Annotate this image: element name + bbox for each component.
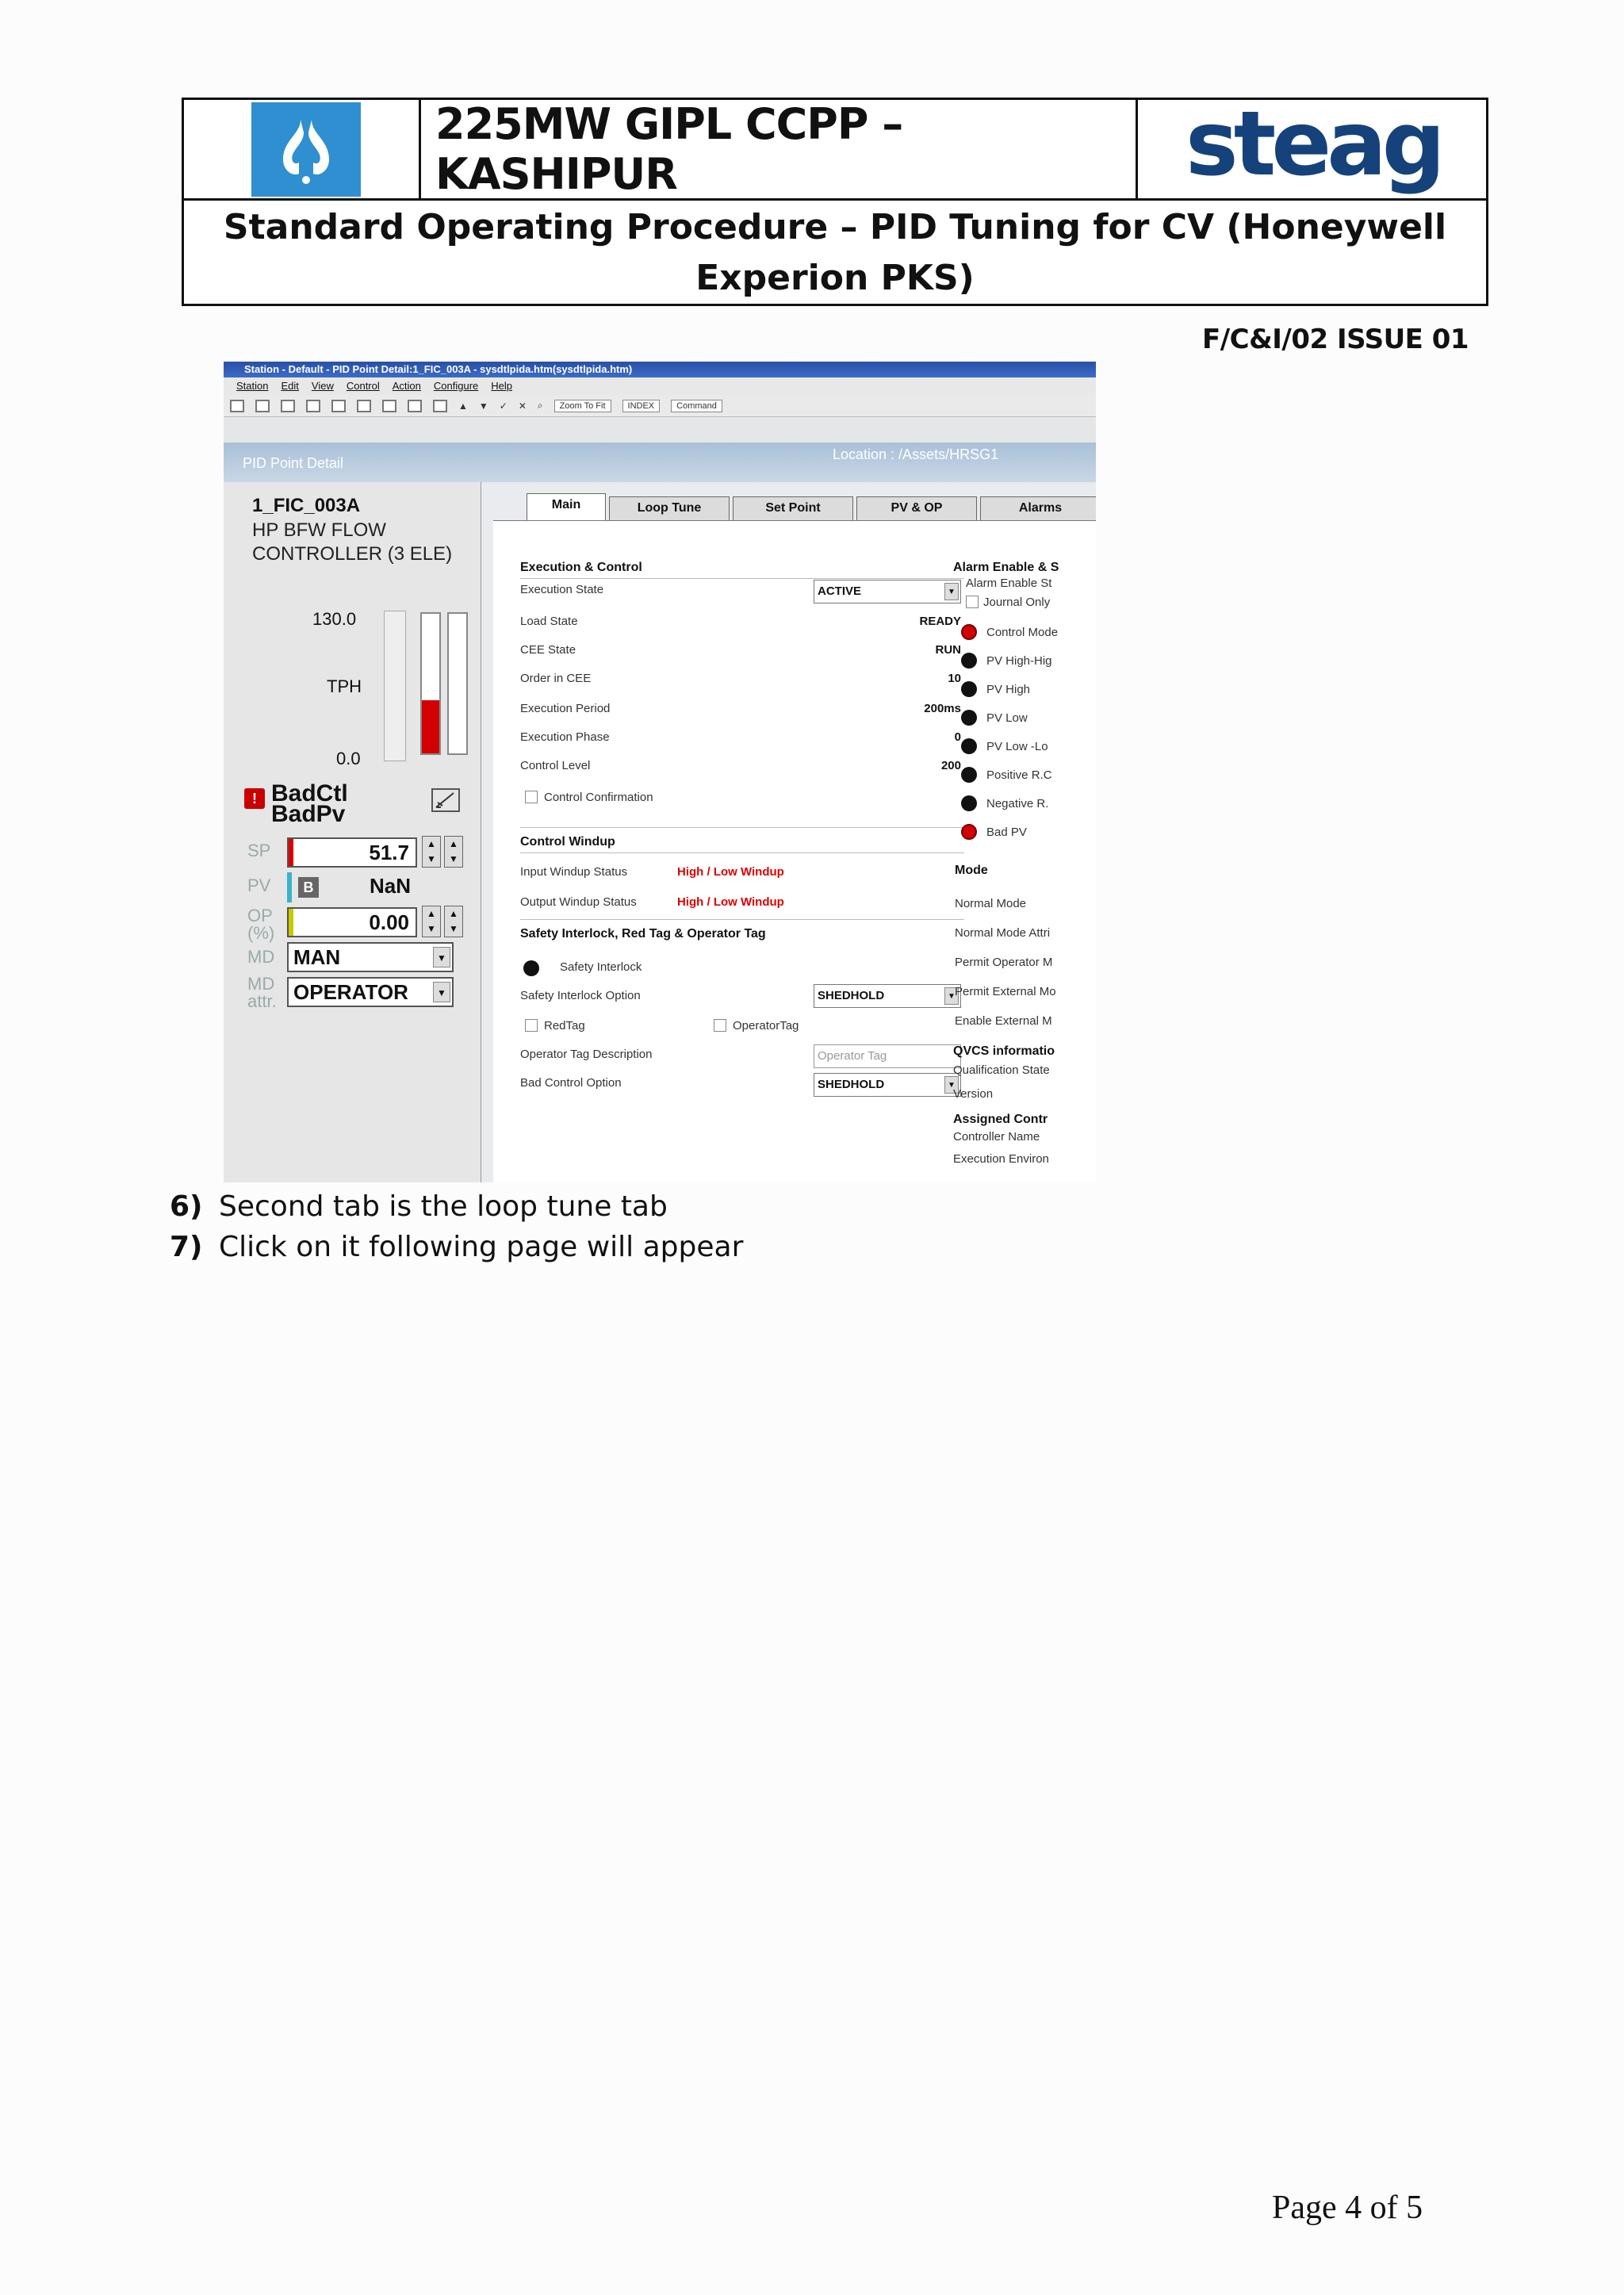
panel-title: PID Point Detail bbox=[243, 455, 344, 471]
journal-only-checkbox[interactable] bbox=[966, 596, 979, 608]
menu-configure[interactable]: Configure bbox=[433, 380, 479, 392]
execution-state-select[interactable] bbox=[814, 580, 961, 603]
menu-bar bbox=[224, 377, 1096, 395]
operator-tag-description-input[interactable]: Operator Tag bbox=[814, 1044, 961, 1068]
sp-indicator-bar bbox=[384, 611, 406, 761]
alarm-label: Bad PV bbox=[986, 826, 1027, 839]
alarm-indicator bbox=[961, 738, 977, 754]
alarm-icon: ! bbox=[244, 788, 265, 809]
alarm-indicator bbox=[961, 624, 977, 640]
bad-control-option-value: SHEDHOLD bbox=[818, 1078, 885, 1091]
document-header bbox=[182, 93, 1488, 306]
control-level-label: Control Level bbox=[520, 759, 591, 772]
tab-set-point[interactable]: Set Point bbox=[733, 496, 853, 520]
md-attr-label-1: MD bbox=[247, 974, 275, 994]
sp-color-strip bbox=[289, 839, 293, 866]
step-text: Second tab is the loop tune tab bbox=[219, 1190, 668, 1223]
acknowledge-icon[interactable] bbox=[431, 788, 460, 812]
chevron-down-icon[interactable]: ▼ bbox=[944, 1076, 959, 1094]
safety-option-label: Safety Interlock Option bbox=[520, 989, 641, 1002]
menu-control[interactable]: Control bbox=[346, 380, 380, 392]
alarm-label: PV Low bbox=[986, 711, 1028, 725]
gipl-logo bbox=[251, 102, 361, 197]
sp-value: 51.7 bbox=[369, 841, 409, 864]
md-attr-label-2: attr. bbox=[247, 991, 277, 1011]
chevron-down-icon[interactable]: ▼ bbox=[944, 987, 959, 1005]
order-in-cee-label: Order in CEE bbox=[520, 672, 592, 685]
execution-environment-label: Execution Environ bbox=[953, 1152, 1049, 1166]
page-icon[interactable] bbox=[331, 400, 346, 412]
op-field[interactable] bbox=[287, 907, 417, 937]
alarm-indicator bbox=[961, 795, 977, 811]
pid-point-detail-screenshot bbox=[224, 362, 1096, 1182]
mode-item-label: Permit Operator M bbox=[955, 956, 1053, 969]
chevron-down-icon[interactable]: ▼ bbox=[433, 982, 450, 1002]
operator-tag-label: OperatorTag bbox=[733, 1019, 799, 1033]
sop-title: Standard Operating Procedure – PID Tuning for CV (Honeywell Experion PKS) bbox=[223, 207, 1447, 298]
alarm-label: Positive R.C bbox=[986, 768, 1052, 782]
mode-value: MAN bbox=[293, 945, 341, 969]
report-icon[interactable] bbox=[433, 400, 447, 412]
op-fast-icon[interactable]: ▲ ▼ bbox=[444, 906, 463, 937]
pv-color-strip bbox=[287, 872, 292, 902]
command-field[interactable]: Command bbox=[671, 400, 722, 412]
redtag-label: RedTag bbox=[544, 1019, 585, 1033]
operator-tag-description-label: Operator Tag Description bbox=[520, 1048, 653, 1061]
execution-state-value: ACTIVE bbox=[818, 584, 862, 598]
scale-low: 0.0 bbox=[336, 749, 361, 768]
alarm-enable-subheading: Alarm Enable St bbox=[966, 577, 1052, 590]
sp-label: SP bbox=[247, 841, 271, 860]
alarm-indicator bbox=[961, 681, 977, 697]
faceplate bbox=[224, 482, 481, 1182]
mode-attribute-select[interactable] bbox=[287, 977, 454, 1007]
location-label: Location : /Assets/HRSG1 bbox=[833, 446, 999, 462]
window-titlebar: Station - Default - PID Point Detail:1_FIC_003A - sysdtlpida.htm(sysdtlpida.htm) bbox=[224, 362, 1096, 377]
menu-station[interactable]: Station bbox=[236, 380, 269, 392]
op-up-icon[interactable]: ▲ ▼ bbox=[422, 906, 441, 937]
execution-phase-label: Execution Phase bbox=[520, 730, 610, 744]
qualification-state-label: Qualification State bbox=[953, 1063, 1050, 1077]
redtag-checkbox[interactable] bbox=[525, 1019, 538, 1032]
cee-state-label: CEE State bbox=[520, 643, 576, 657]
execution-state-label: Execution State bbox=[520, 583, 604, 596]
sp-spinner[interactable] bbox=[422, 836, 466, 868]
mode-item-label: Enable External M bbox=[955, 1014, 1052, 1028]
control-confirmation-label: Control Confirmation bbox=[544, 791, 653, 804]
group-icon[interactable] bbox=[382, 400, 396, 412]
op-color-strip bbox=[289, 909, 293, 936]
cancel-icon[interactable]: ✕ bbox=[518, 400, 527, 412]
raise-icon[interactable]: ▲ bbox=[458, 400, 468, 412]
alarm-enable-heading: Alarm Enable & S bbox=[953, 561, 1059, 574]
search-icon[interactable]: ⌕ bbox=[537, 400, 543, 411]
menu-help[interactable]: Help bbox=[491, 380, 513, 392]
zoom-select[interactable]: Zoom To Fit bbox=[554, 400, 611, 412]
pv-bad-badge: B bbox=[298, 877, 319, 898]
output-windup-label: Output Windup Status bbox=[520, 895, 637, 909]
mode-item-label: Normal Mode bbox=[955, 897, 1027, 910]
gipl-emblem-icon bbox=[251, 102, 361, 197]
alarm-label: PV High bbox=[986, 683, 1031, 696]
alarm-indicator bbox=[961, 824, 977, 840]
journal-only-label: Journal Only bbox=[983, 596, 1051, 609]
mode-select[interactable] bbox=[287, 942, 454, 972]
load-state-value: READY bbox=[919, 615, 961, 628]
tab-loop-tune[interactable]: Loop Tune bbox=[609, 496, 730, 520]
assigned-controller-heading: Assigned Contr bbox=[953, 1113, 1048, 1126]
mode-heading: Mode bbox=[955, 864, 988, 877]
order-in-cee-value: 10 bbox=[948, 672, 961, 685]
menu-action[interactable]: Action bbox=[392, 380, 421, 392]
lower-icon[interactable]: ▼ bbox=[478, 400, 488, 412]
pv-value: NaN bbox=[369, 874, 411, 898]
divider bbox=[520, 852, 964, 853]
tab-pv-op[interactable]: PV & OP bbox=[856, 496, 977, 520]
logo-cell bbox=[184, 100, 421, 198]
alarm-indicator bbox=[961, 653, 977, 669]
execution-period-value: 200ms bbox=[924, 702, 961, 715]
document-reference: F/C&I/02 ISSUE 01 bbox=[1202, 324, 1469, 355]
pen-icon bbox=[433, 790, 458, 810]
tab-alarms[interactable]: Alarms bbox=[980, 496, 1096, 520]
qvcs-heading: QVCS informatio bbox=[953, 1044, 1055, 1058]
alarm-indicator bbox=[961, 710, 977, 726]
md-label: MD bbox=[247, 947, 275, 967]
menu-view[interactable]: View bbox=[311, 380, 334, 392]
pv-label: PV bbox=[247, 875, 271, 895]
header-top-row bbox=[184, 93, 1486, 201]
op-label-text: OP bbox=[247, 906, 273, 925]
op-spinner[interactable] bbox=[422, 906, 466, 937]
mode-item-label: Normal Mode Attri bbox=[955, 926, 1051, 940]
bad-control-option-label: Bad Control Option bbox=[520, 1076, 622, 1090]
safety-interlock-label: Safety Interlock bbox=[560, 960, 642, 974]
input-windup-label: Input Windup Status bbox=[520, 865, 628, 879]
control-confirmation-checkbox[interactable] bbox=[525, 791, 538, 803]
alarm-label: Negative R. bbox=[986, 797, 1049, 810]
alarm-status bbox=[271, 780, 348, 827]
tab-main[interactable]: Main bbox=[527, 493, 606, 520]
point-description: HP BFW FLOW CONTROLLER (3 ELE) bbox=[252, 519, 453, 565]
alarm-badpv: BadPv bbox=[271, 801, 346, 827]
safety-heading: Safety Interlock, Red Tag & Operator Tag bbox=[520, 927, 766, 941]
index-button[interactable]: INDEX bbox=[622, 400, 661, 412]
trend-icon[interactable] bbox=[357, 400, 371, 412]
control-level-value: 200 bbox=[940, 759, 961, 772]
bad-control-option-select[interactable] bbox=[814, 1073, 961, 1097]
execution-period-label: Execution Period bbox=[520, 702, 611, 715]
op-label bbox=[247, 907, 274, 942]
event-icon[interactable] bbox=[281, 400, 295, 412]
chevron-down-icon[interactable]: ▼ bbox=[944, 583, 959, 600]
print-icon[interactable] bbox=[408, 400, 422, 412]
step-number: 7) bbox=[170, 1231, 203, 1263]
alert-icon[interactable] bbox=[255, 400, 270, 412]
operator-tag-checkbox[interactable] bbox=[714, 1019, 726, 1032]
safety-interlock-indicator bbox=[523, 960, 539, 976]
cee-state-value: RUN bbox=[935, 643, 961, 657]
safety-option-value: SHEDHOLD bbox=[818, 989, 885, 1002]
chevron-down-icon[interactable]: ▼ bbox=[433, 947, 450, 967]
alarm-indicator bbox=[961, 767, 977, 783]
step-item bbox=[170, 1227, 743, 1267]
controller-name-label: Controller Name bbox=[953, 1130, 1040, 1144]
safety-option-select[interactable] bbox=[814, 984, 961, 1008]
plant-title: 225MW GIPL CCPP – KASHIPUR bbox=[421, 100, 1138, 198]
op-value: 0.00 bbox=[369, 910, 409, 934]
pv-field bbox=[287, 872, 417, 902]
step-number: 6) bbox=[170, 1190, 203, 1223]
mode-item-label: Permit External Mo bbox=[955, 985, 1056, 998]
alarm-label: PV Low -Lo bbox=[986, 740, 1048, 753]
toolbar-spacer bbox=[224, 417, 1096, 443]
load-state-label: Load State bbox=[520, 615, 578, 628]
point-tag: 1_FIC_003A bbox=[252, 495, 361, 516]
mode-attribute-value: OPERATOR bbox=[293, 980, 408, 1004]
step-item bbox=[170, 1186, 743, 1227]
panel-header bbox=[224, 443, 1096, 482]
scale-unit: TPH bbox=[327, 676, 362, 696]
sp-field[interactable] bbox=[287, 837, 417, 868]
alarm-badctl: BadCtl bbox=[271, 780, 348, 807]
procedure-steps bbox=[170, 1186, 743, 1267]
display-icon[interactable] bbox=[306, 400, 320, 412]
op-bar-fill bbox=[422, 700, 439, 753]
check-icon[interactable]: ✓ bbox=[499, 400, 508, 412]
divider bbox=[520, 919, 964, 920]
steag-wordmark: steag bbox=[1185, 93, 1441, 196]
op-unit: (%) bbox=[247, 923, 275, 943]
main-tab-content bbox=[493, 520, 1096, 1182]
execution-phase-value: 0 bbox=[954, 730, 961, 744]
windup-heading: Control Windup bbox=[520, 835, 615, 849]
toolbar bbox=[224, 395, 1096, 417]
divider bbox=[520, 827, 964, 828]
op-bar bbox=[420, 612, 441, 755]
page-number: Page 4 of 5 bbox=[1272, 2190, 1423, 2226]
input-windup-value: High / Low Windup bbox=[677, 865, 784, 879]
step-text: Click on it following page will appear bbox=[219, 1231, 744, 1263]
menu-edit[interactable]: Edit bbox=[281, 380, 299, 392]
alarm-label: Control Mode bbox=[986, 626, 1059, 639]
scale-high: 130.0 bbox=[312, 609, 357, 629]
sp-up-icon[interactable]: ▲ ▼ bbox=[422, 836, 441, 868]
alarm-summary-icon[interactable] bbox=[230, 400, 244, 412]
version-label: Version bbox=[953, 1087, 994, 1101]
detail-tabs bbox=[527, 496, 1096, 520]
steag-logo bbox=[1140, 93, 1486, 198]
output-windup-value: High / Low Windup bbox=[677, 895, 784, 909]
sp-fast-icon[interactable]: ▲ ▼ bbox=[444, 836, 463, 868]
pv-bar bbox=[447, 612, 468, 755]
divider bbox=[520, 578, 964, 579]
execution-heading: Execution & Control bbox=[520, 561, 642, 574]
alarm-label: PV High-Hig bbox=[986, 654, 1052, 668]
md-attr-label bbox=[247, 975, 277, 1010]
